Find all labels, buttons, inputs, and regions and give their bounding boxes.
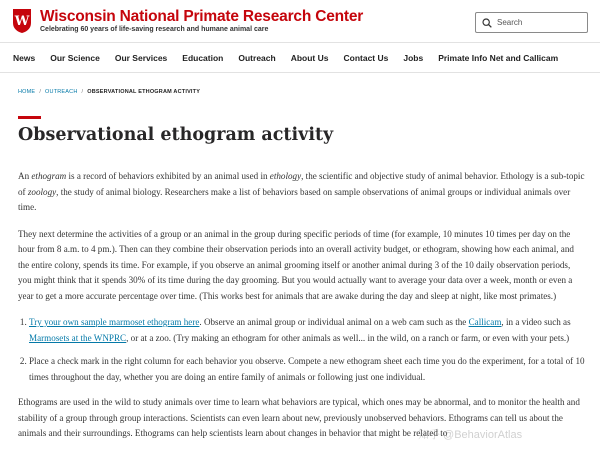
term-zoology: zoology: [27, 186, 57, 197]
text-run: An: [18, 171, 32, 181]
nav-item-our-services[interactable]: Our Services: [114, 52, 168, 63]
nav-item-primate-info-net[interactable]: Primate Info Net and Callicam: [438, 52, 559, 63]
nav-item-news[interactable]: News: [13, 52, 36, 63]
nav-item-outreach[interactable]: Outreach: [238, 52, 276, 63]
step-item-1: [29, 315, 586, 346]
search-input[interactable]: [497, 18, 577, 27]
article-body: [18, 169, 586, 453]
text-run: , the scientific and objective study of animal behavior. Ethology is a sub-topic of: [18, 171, 585, 197]
breadcrumb-separator: /: [81, 89, 84, 95]
text-run: . Observe an animal group or individual animal on a web cam such as the: [199, 317, 469, 327]
nav-item-jobs[interactable]: Jobs: [403, 52, 424, 63]
crest-letter: W: [14, 14, 30, 29]
breadcrumb: [18, 89, 200, 95]
activity-steps: [18, 315, 586, 385]
text-run: , the study of animal biology. Researchers make a list of behaviors based on sample observations of animal groups or individual animals over time.: [18, 186, 571, 212]
breadcrumb-current: OBSERVATIONAL ETHOGRAM ACTIVITY: [87, 89, 201, 95]
method-paragraph: They next determine the activities of a group or an animal in the group during specific periods of time (for example, 10 minutes 10 times per day on the hour from 8 a.m. to 4 pm.). Then can they combine their observation periods into an overall activity budget, or ethogram, showing how each animal, and the entire colony, spends its time. For example, if you observe an animal grooming itself or another animal during 3 of the 10 daily observation periods, you might think that it spends 30% of its time during the day grooming. But you would actually want to average your data over a week, month or even a year to get a more accurate percentage over time. (This works best for animals that are awake during the day and sleep at night, like most primates.): [18, 228, 574, 301]
callicam-link[interactable]: Callicam: [468, 317, 502, 327]
step-item-2: 2. Place a check mark in the right column for each behavior you observe. Compete a new ethogram sheet each time you do the experiment, for a total of 10 times throughout the day, whether you are doing an entire family of animals or following just one individual.: [29, 354, 586, 385]
text-run: , in a video such as: [501, 317, 571, 327]
intro-paragraph: [18, 169, 586, 216]
site-title[interactable]: Wisconsin National Primate Research Center: [40, 8, 364, 25]
nav-item-education[interactable]: Education: [182, 52, 224, 63]
breadcrumb-separator: /: [39, 89, 42, 95]
breadcrumb-home-link[interactable]: HOME: [18, 89, 36, 95]
search-icon[interactable]: [482, 18, 492, 28]
page-title: Observational ethogram activity: [18, 125, 334, 145]
main-navigation: [0, 42, 600, 73]
text-run: is a record of behaviors exhibited by an animal used in: [66, 171, 270, 181]
nav-item-our-science[interactable]: Our Science: [50, 52, 100, 63]
term-ethogram: ethogram: [31, 171, 67, 181]
marmosets-video-link[interactable]: Marmosets at the WNPRC: [29, 332, 127, 343]
uses-paragraph: Ethograms are used in the wild to study animals over time to learn what behaviors are typical, which ones may be abnormal, and to monitor the health and stability of a group through group interactions. Scientists can even learn about new, previously unobserved behaviors. Ethograms can tell us about the animals and their surroundings. Ethograms can help scientists learn about changes in behavior that might be related to: [18, 397, 580, 438]
sample-ethogram-link[interactable]: Try your own sample marmoset ethogram here: [29, 317, 200, 327]
watermark-text: 知乎 @BehaviorAtlas: [418, 429, 523, 441]
site-tagline: Celebrating 60 years of life-saving research and humane animal care: [40, 26, 269, 33]
search-box[interactable]: [475, 12, 588, 33]
breadcrumb-outreach-link[interactable]: OUTREACH: [45, 89, 78, 95]
text-run: , or at a zoo. (Try making an ethogram for other animals as well... in the wild, on a ranch or farm, or even with your pets.): [126, 332, 570, 343]
nav-item-about-us[interactable]: About Us: [290, 52, 329, 63]
title-accent-bar: [18, 116, 41, 119]
uw-crest-icon[interactable]: [12, 8, 32, 34]
site-header: [0, 0, 600, 42]
term-ethology: ethology: [269, 171, 302, 181]
nav-item-contact-us[interactable]: Contact Us: [343, 52, 389, 63]
